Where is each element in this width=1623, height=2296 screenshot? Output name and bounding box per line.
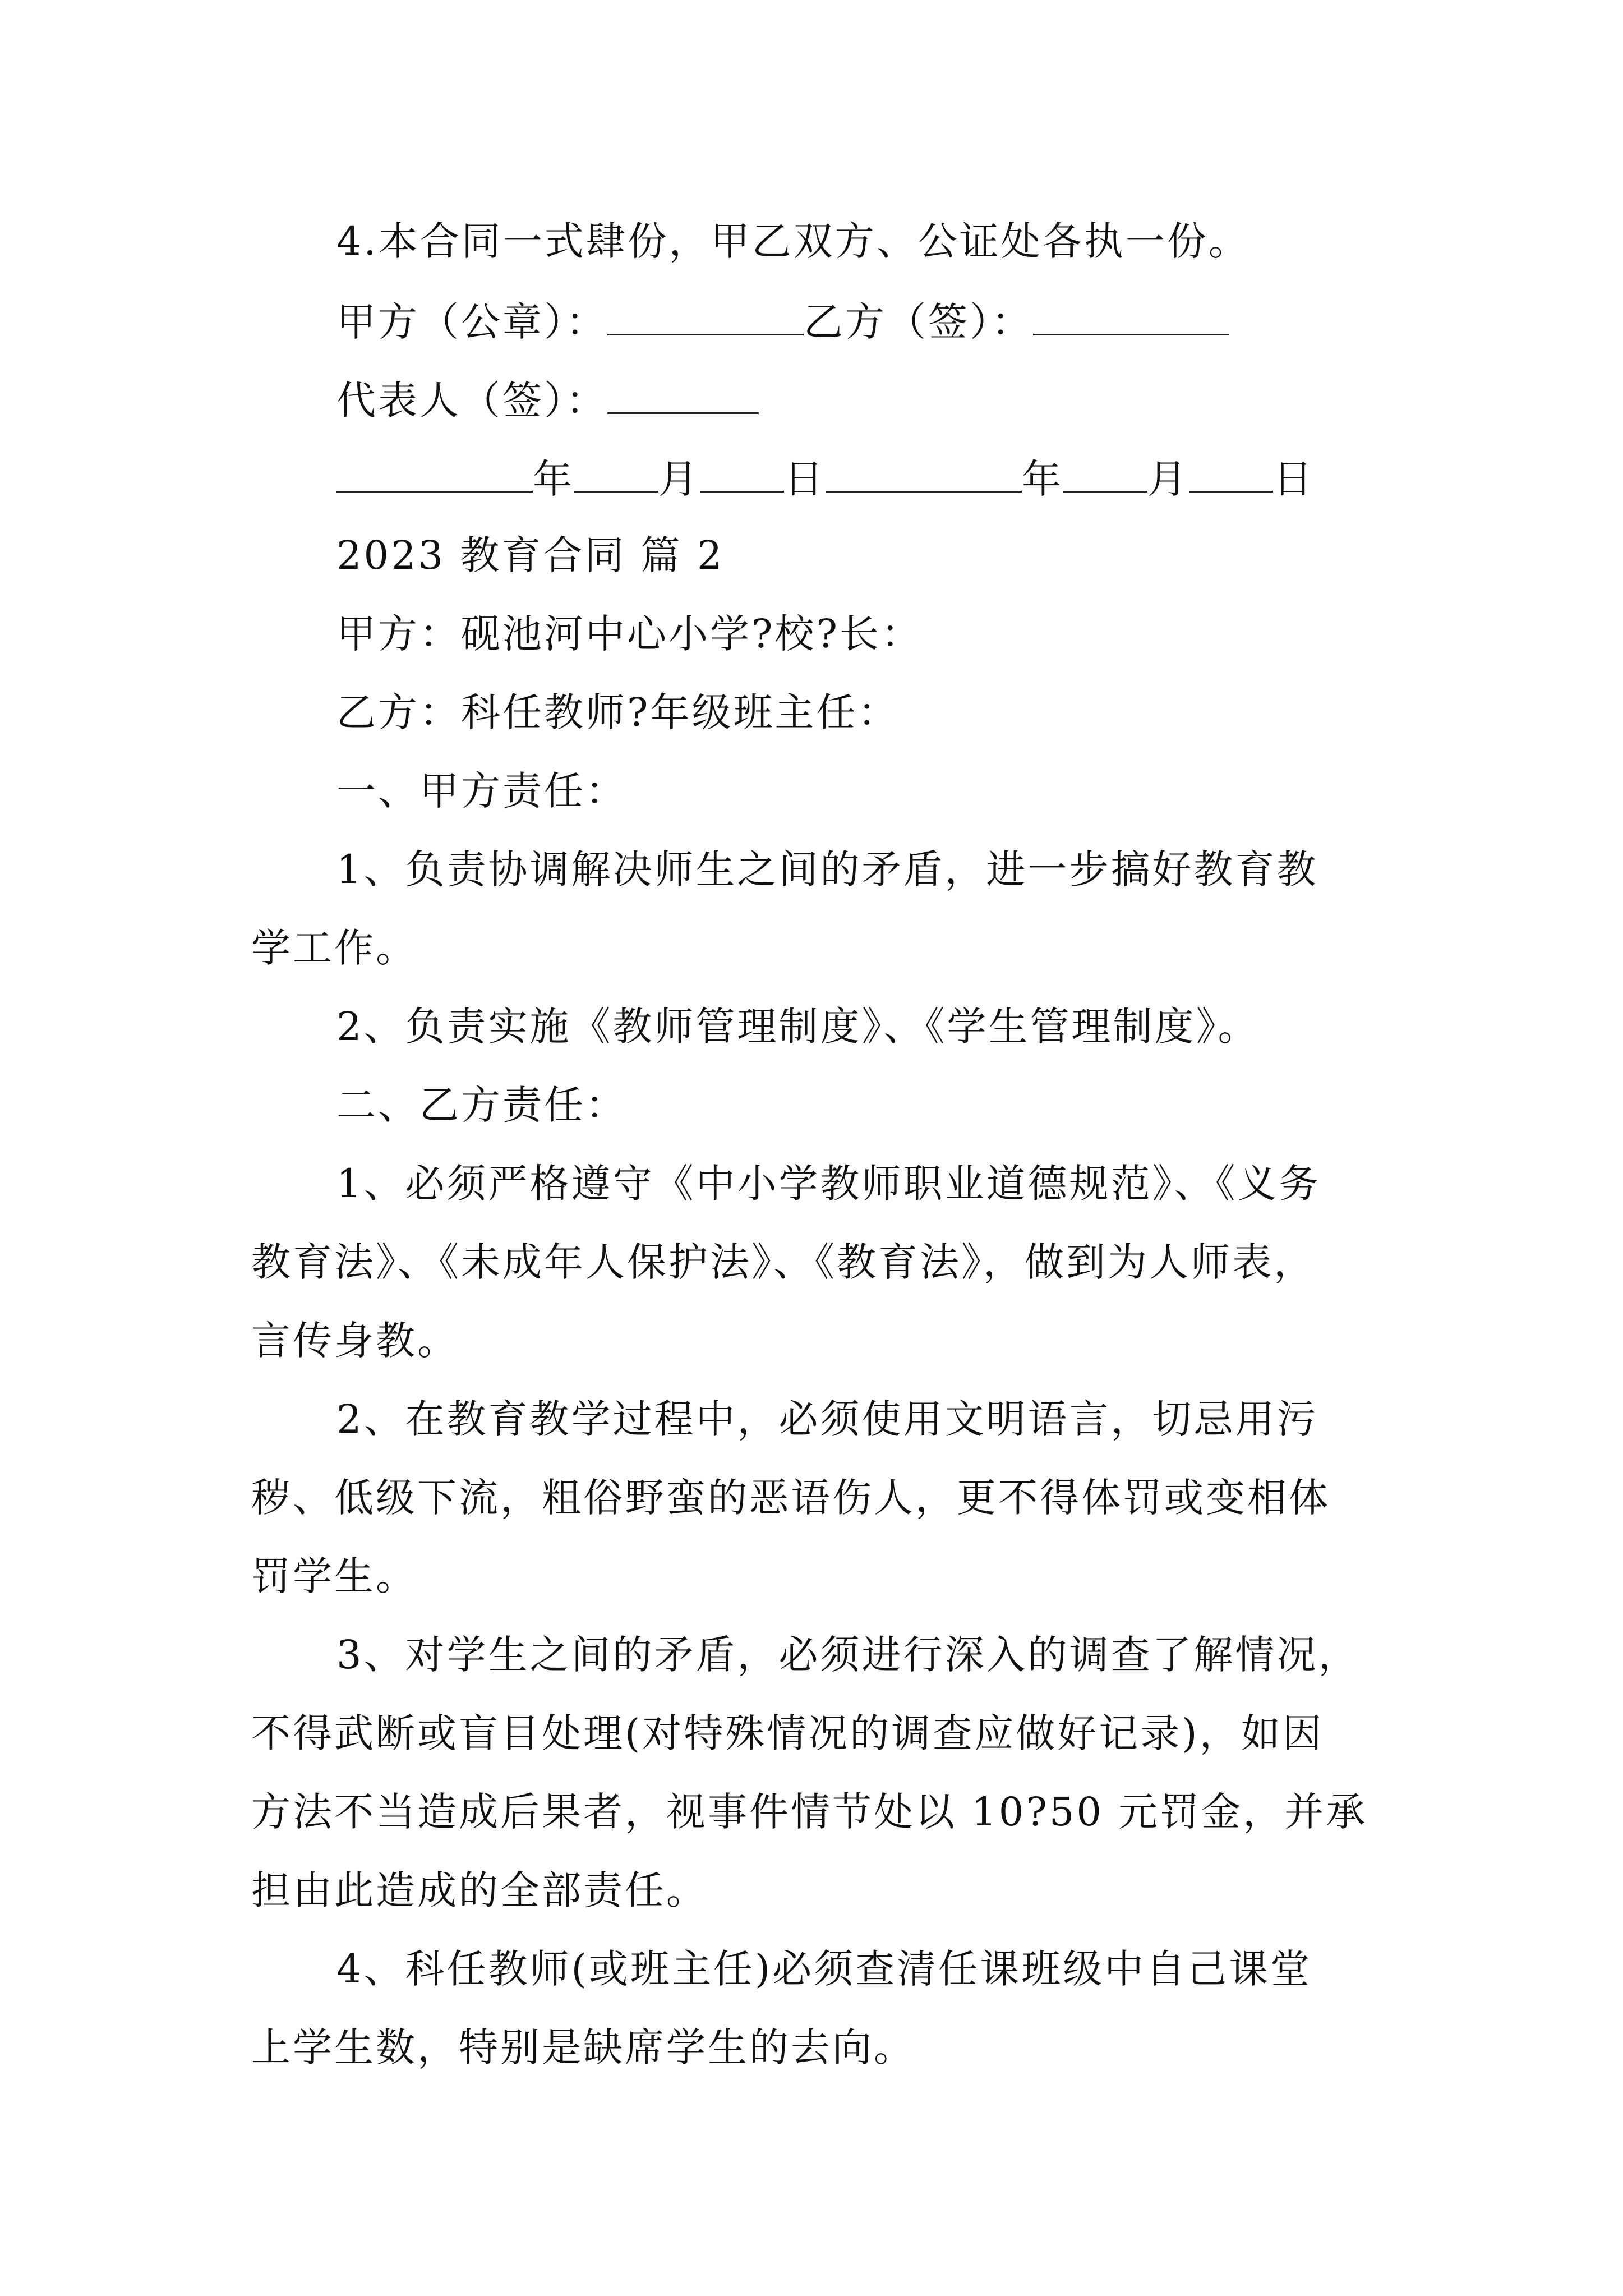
party-b-duties-heading: 二、乙方责任：: [336, 1082, 627, 1128]
party-a-duties-heading: 一、甲方责任：: [336, 768, 627, 814]
section-heading: 2023 教育合同 篇 2: [336, 532, 725, 578]
date-day-blank-a: [700, 452, 784, 493]
clause-4-copies: 4.本合同一式肆份，甲乙双方、公证处各执一份。: [336, 218, 1250, 264]
party-b-duty-4-cont: 上学生数，特别是缺席学生的去向。: [251, 2024, 915, 2070]
date-year-label-b: 年: [1022, 456, 1063, 502]
date-day-label-a: 日: [784, 456, 826, 502]
date-day-label-b: 日: [1273, 456, 1315, 502]
party-b-duty-1: 1、必须严格遵守《中小学教师职业道德规范》、《义务: [336, 1161, 1321, 1207]
party-a-duty-1: 1、负责协调解决师生之间的矛盾，进一步搞好教育教: [336, 846, 1318, 892]
signature-line-parties: [336, 295, 1229, 347]
party-b-duty-1-cont-b: 言传身教。: [251, 1318, 459, 1364]
party-b-duty-3: 3、对学生之间的矛盾，必须进行深入的调查了解情况，: [336, 1632, 1360, 1678]
party-a-line: 甲方：砚池河中心小学?校?长：: [336, 611, 923, 657]
representative-blank: [607, 373, 759, 414]
party-a-seal-blank: [607, 295, 804, 335]
party-b-duty-3-cont-a: 不得武断或盲目处理(对特殊情况的调查应做好记录)，如因: [251, 1710, 1324, 1756]
party-b-sign-blank: [1033, 295, 1229, 335]
party-b-duty-3-cont-c: 担由此造成的全部责任。: [251, 1867, 708, 1913]
date-year-label-a: 年: [533, 456, 574, 502]
party-b-duty-4: 4、科任教师(或班主任)必须查清任课班级中自己课堂: [336, 1946, 1312, 1992]
party-b-duty-3-cont-b: 方法不当造成后果者，视事件情节处以 10?50 元罚金，并承: [251, 1789, 1368, 1835]
party-a-duty-1-cont: 学工作。: [251, 925, 417, 971]
party-b-line: 乙方：科任教师?年级班主任：: [336, 689, 900, 735]
date-line: [336, 452, 1315, 504]
date-month-label-b: 月: [1147, 456, 1189, 502]
representative-line: [336, 373, 759, 426]
party-b-duty-2: 2、在教育教学过程中，必须使用文明语言，切忌用污: [336, 1396, 1318, 1442]
party-a-duty-2: 2、负责实施《教师管理制度》、《学生管理制度》。: [336, 1004, 1260, 1050]
party-b-duty-2-cont-b: 罚学生。: [251, 1553, 417, 1599]
representative-label: 代表人（签）：: [336, 378, 607, 424]
party-a-seal-label: 甲方（公章）：: [336, 299, 607, 345]
date-month-label-a: 月: [658, 456, 700, 502]
date-month-blank-a: [574, 452, 658, 493]
party-b-sign-label: 乙方（签）：: [804, 299, 1033, 345]
date-year-blank-a: [336, 452, 533, 493]
date-year-blank-b: [826, 452, 1022, 493]
party-b-duty-1-cont-a: 教育法》、《未成年人保护法》、《教育法》，做到为人师表，: [251, 1239, 1315, 1285]
date-day-blank-b: [1189, 452, 1273, 493]
date-month-blank-b: [1063, 452, 1147, 493]
party-b-duty-2-cont-a: 秽、低级下流，粗俗野蛮的恶语伤人，更不得体罚或变相体: [251, 1475, 1330, 1521]
